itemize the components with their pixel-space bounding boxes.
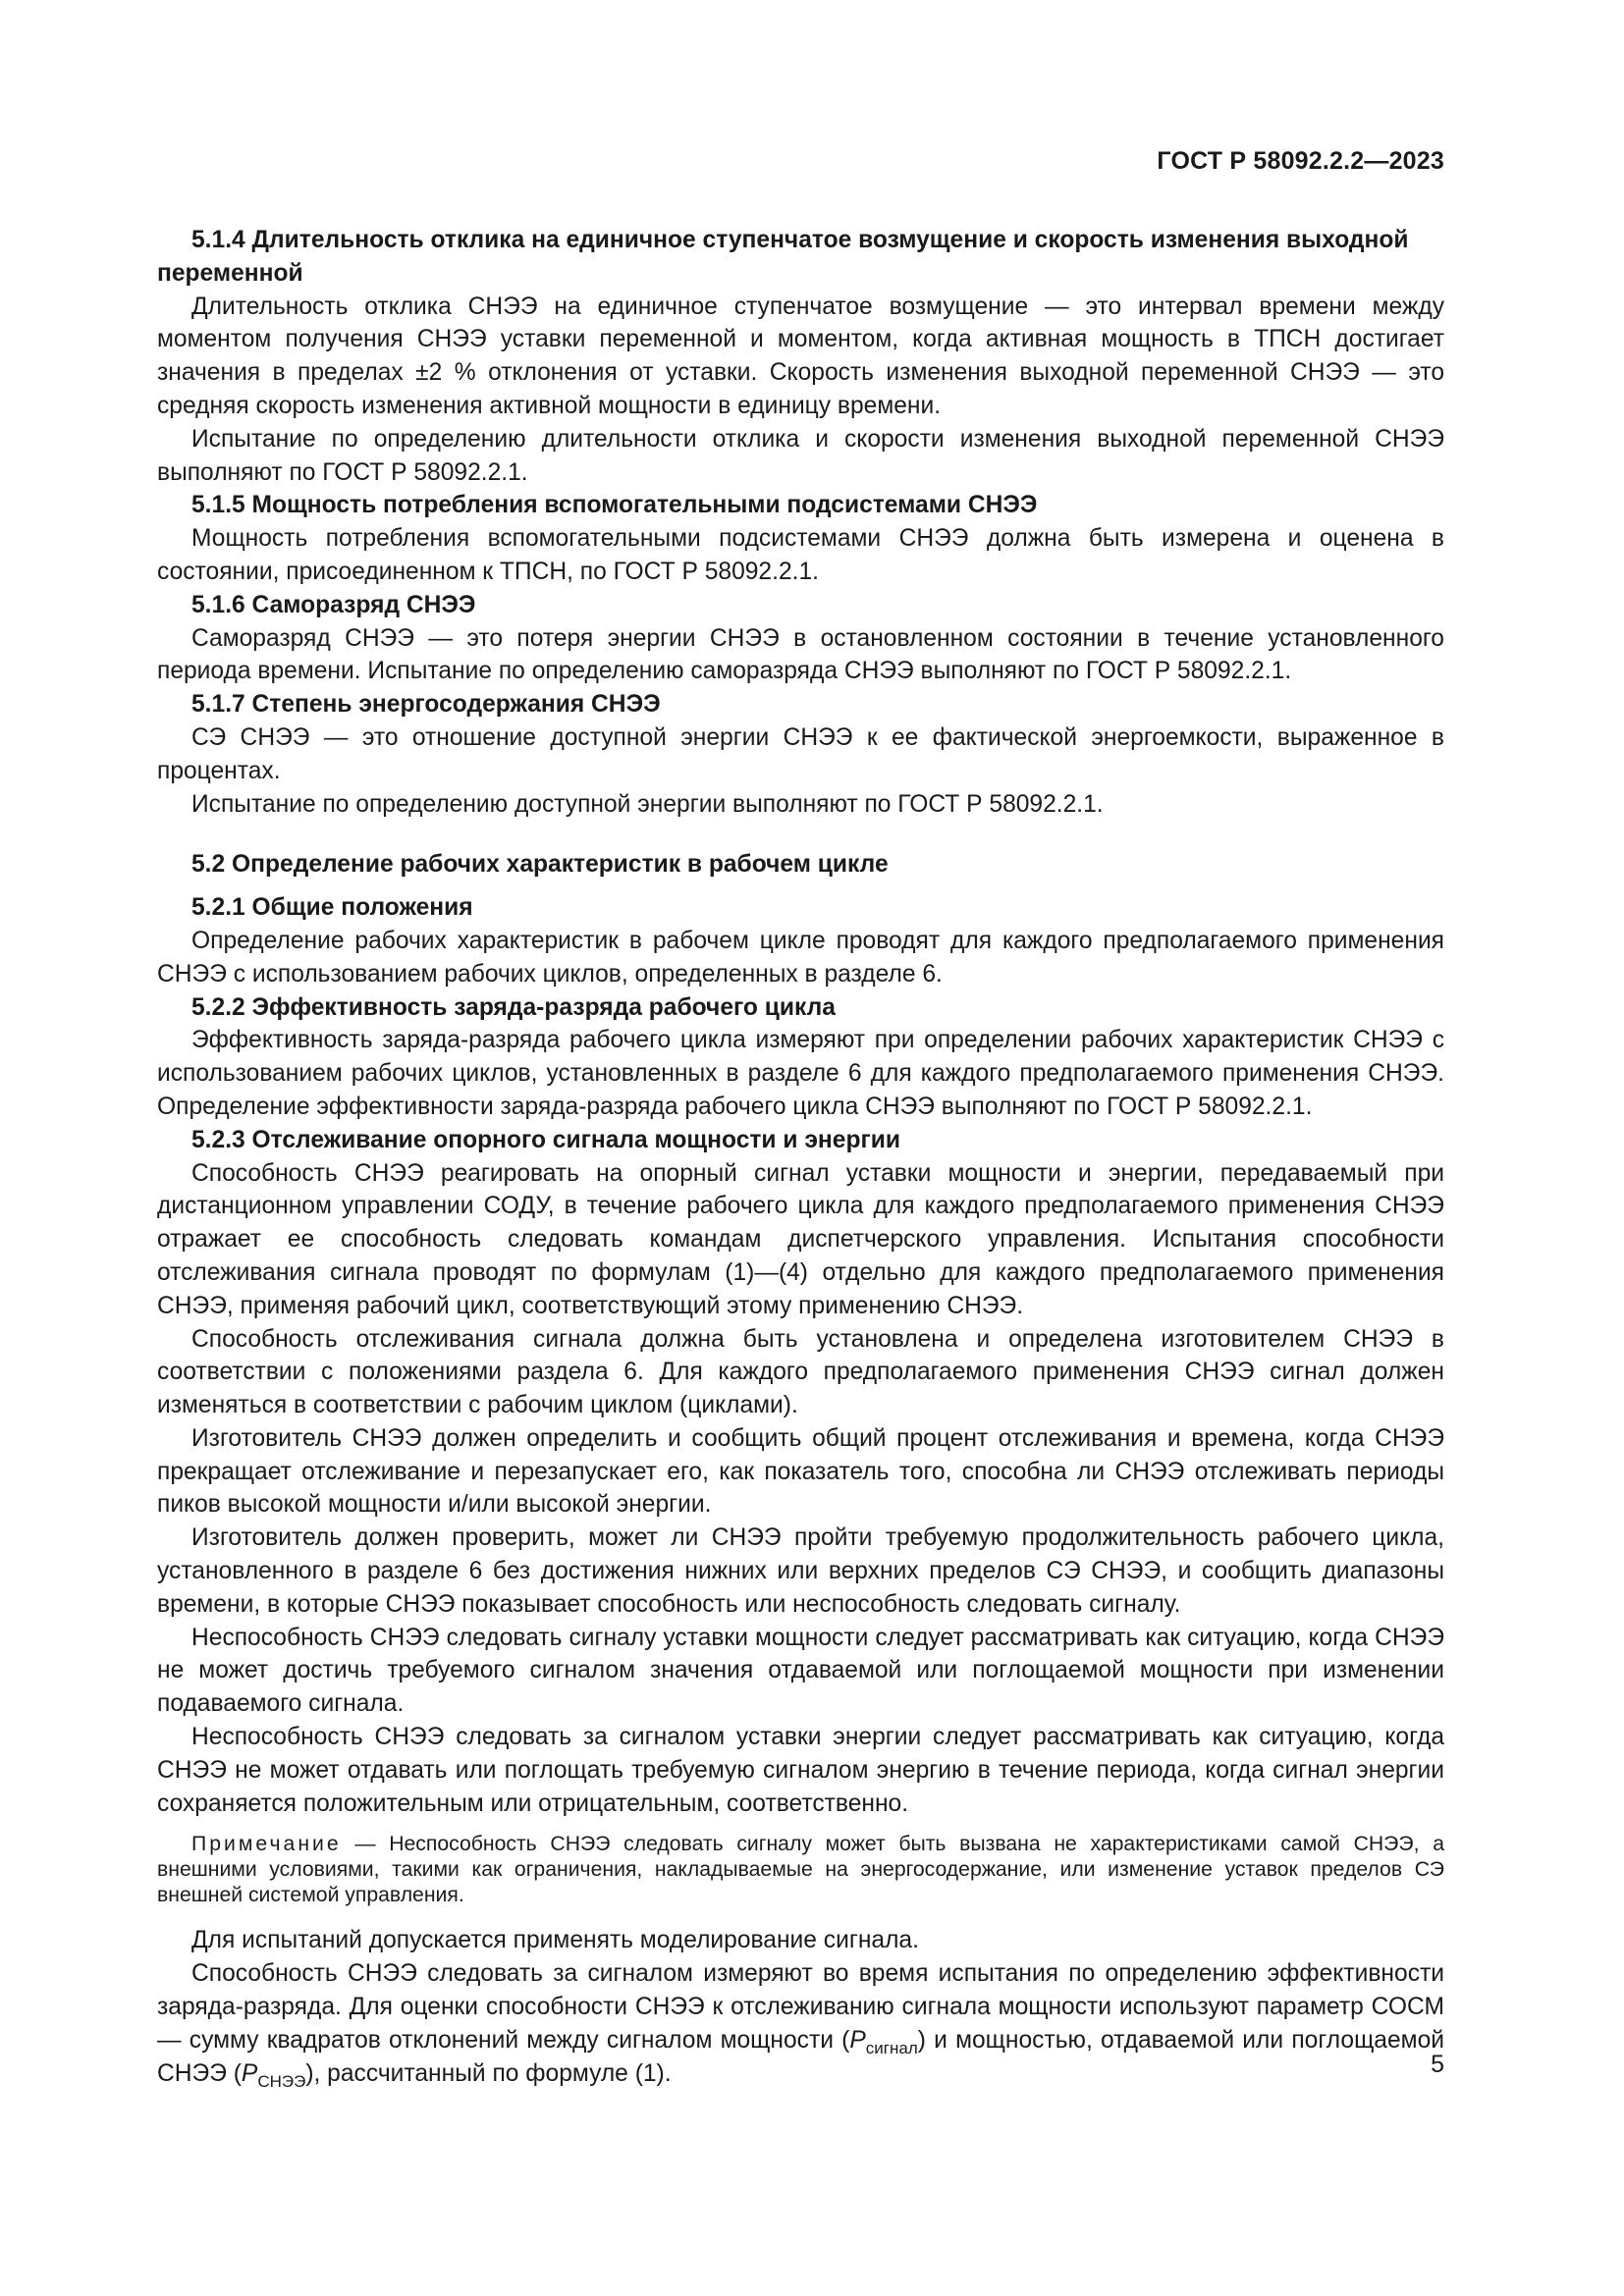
paragraph: СЭ СНЭЭ — это отношение доступной энергии СНЭЭ к ее фактической энергоемкости, выраженное в процентах. [157,723,1444,784]
subscript-snee: СНЭЭ [257,2071,306,2091]
section-5-1-7-title: 5.1.7 Степень энергосодержания СНЭЭ [191,691,661,719]
section-5-2-3-title: 5.2.3 Отслеживание опорного сигнала мощности и энергии [191,1126,900,1153]
note-block [157,1832,1444,1908]
section-5-1-5-title: 5.1.5 Мощность потребления вспомогательными подсистемами СНЭЭ [191,492,1038,519]
paragraph: Способность СНЭЭ реагировать на опорный сигнал уставки мощности и энергии, передаваемый при дистанционном управлении СОДУ, в течение рабочего цикла для каждого предполагаемого применения СНЭЭ отражает ее способность следовать командам диспетчерского управления. Испытания способности отслеживания сигнала проводят по формулам (1)—(4) отдельно для каждого предполагаемого применения СНЭЭ, применяя рабочий цикл, соответствующий этому применению СНЭЭ. [157,1159,1444,1319]
paragraph: Неспособность СНЭЭ следовать сигналу уставки мощности следует рассматривать как ситуацию, когда СНЭЭ не может достичь требуемого сигналом значения отдаваемой или поглощаемой мощности при изменении подаваемого сигнала. [157,1624,1444,1718]
paragraph: Длительность отклика СНЭЭ на единичное ступенчатое возмущение — это интервал времени между моментом получения СНЭЭ уставки переменной и моментом, когда активная мощность в ТПСН достигает значения в пределах ±2 % отклонения от уставки. Скорость изменения выходной переменной СНЭЭ — это средняя скорость изменения активной мощности в единицу времени. [157,293,1444,419]
page-number: 5 [1431,2051,1444,2078]
paragraph: Саморазряд СНЭЭ — это потеря энергии СНЭЭ в остановленном состоянии в течение установленного периода времени. Испытание по определению саморазряда СНЭЭ выполняют по ГОСТ Р 58092.2.1. [157,624,1444,685]
document-id-header: ГОСТ Р 58092.2.2—2023 [1157,147,1444,175]
page-body [157,224,1444,2090]
paragraph: Изготовитель должен проверить, может ли СНЭЭ пройти требуемую продолжительность рабочего цикла, установленного в разделе 6 без достижения нижних или верхних пределов СЭ СНЭЭ, и сообщить диапазоны времени, в которые СНЭЭ показывает способность или неспособность следовать сигналу. [157,1524,1444,1618]
paragraph: Определение рабочих характеристик в рабочем цикле проводят для каждого предполагаемого применения СНЭЭ с использованием рабочих циклов, определенных в разделе 6. [157,927,1444,988]
paragraph: Эффективность заряда-разряда рабочего цикла измеряют при определении рабочих характеристик СНЭЭ с использованием рабочих циклов, установленных в разделе 6 для каждого предполагаемого применения СНЭЭ. Определение эффективности заряда-разряда рабочего цикла СНЭЭ выполняют по ГОСТ Р 58092.2.1. [157,1027,1444,1120]
paragraph: Мощность потребления вспомогательными подсистемами СНЭЭ должна быть измерена и оценена в состоянии, присоединенном к ТПСН, по ГОСТ Р 58092.2.1. [157,525,1444,585]
paragraph: Способность отслеживания сигнала должна быть установлена и определена изготовителем СНЭЭ в соответствии с положениями раздела 6. Для каждого предполагаемого применения СНЭЭ сигнал должен изменяться в соответствии с рабочим циклом (циклами). [157,1325,1444,1419]
subscript-signal: сигнал [865,2038,918,2057]
note-text: — Неспособность СНЭЭ следовать сигналу может быть вызвана не характеристиками самой СНЭЭ, а внешними условиями, такими как ограничения, накладываемые на энергосодержание, или изменение уставок пределов СЭ внешней системой управления. [157,1833,1444,1907]
symbol-p-signal: P [849,2026,866,2054]
paragraph: Испытание по определению доступной энергии выполняют по ГОСТ Р 58092.2.1. [191,790,1104,818]
section-5-2-1-title: 5.2.1 Общие положения [191,894,473,922]
section-5-2-2-title: 5.2.2 Эффективность заряда-разряда рабочего цикла [191,993,836,1021]
paragraph: Изготовитель СНЭЭ должен определить и сообщить общий процент отслеживания и времена, когда СНЭЭ прекращает отслеживание и перезапускает его, как показатель того, способна ли СНЭЭ отслеживать периоды пиков высокой мощности и/или высокой энергии. [157,1424,1444,1519]
text-run: ), рассчитанный по формуле (1). [305,2059,672,2087]
paragraph: Для испытаний допускается применять моделирование сигнала. [191,1927,919,1954]
text-run: ) и мощностью, отдаваемой или поглощаемой СНЭЭ ( [157,2026,1444,2087]
section-5-2-title: 5.2 Определение рабочих характеристик в рабочем цикле [191,851,889,879]
text-run: Способность СНЭЭ следовать за сигналом измеряют во время испытания по определению эффективности заряда-разряда. Для оценки способности СНЭЭ к отслеживанию сигнала мощности используют параметр СОСМ — сумму квадратов отклонений между сигналом мощности ( [157,1960,1444,2054]
paragraph: Испытание по определению длительности отклика и скорости изменения выходной переменной СНЭЭ выполняют по ГОСТ Р 58092.2.1. [157,425,1444,486]
paragraph: Неспособность СНЭЭ следовать за сигналом уставки энергии следует рассматривать как ситуацию, когда СНЭЭ не может отдавать или поглощать требуемую сигналом энергию в течение периода, когда сигнал энергии сохраняется положительным или отрицательным, соответственно. [157,1724,1444,1817]
symbol-p-snee: P [241,2059,258,2087]
section-5-1-6-title: 5.1.6 Саморазряд СНЭЭ [191,591,476,618]
section-5-1-4-title: 5.1.4 Длительность отклика на единичное ступенчатое возмущение и скорость изменения выходной переменной [157,227,1409,287]
note-label: Примечание [191,1833,342,1856]
paragraph-with-formula-symbols [157,1957,1444,2090]
